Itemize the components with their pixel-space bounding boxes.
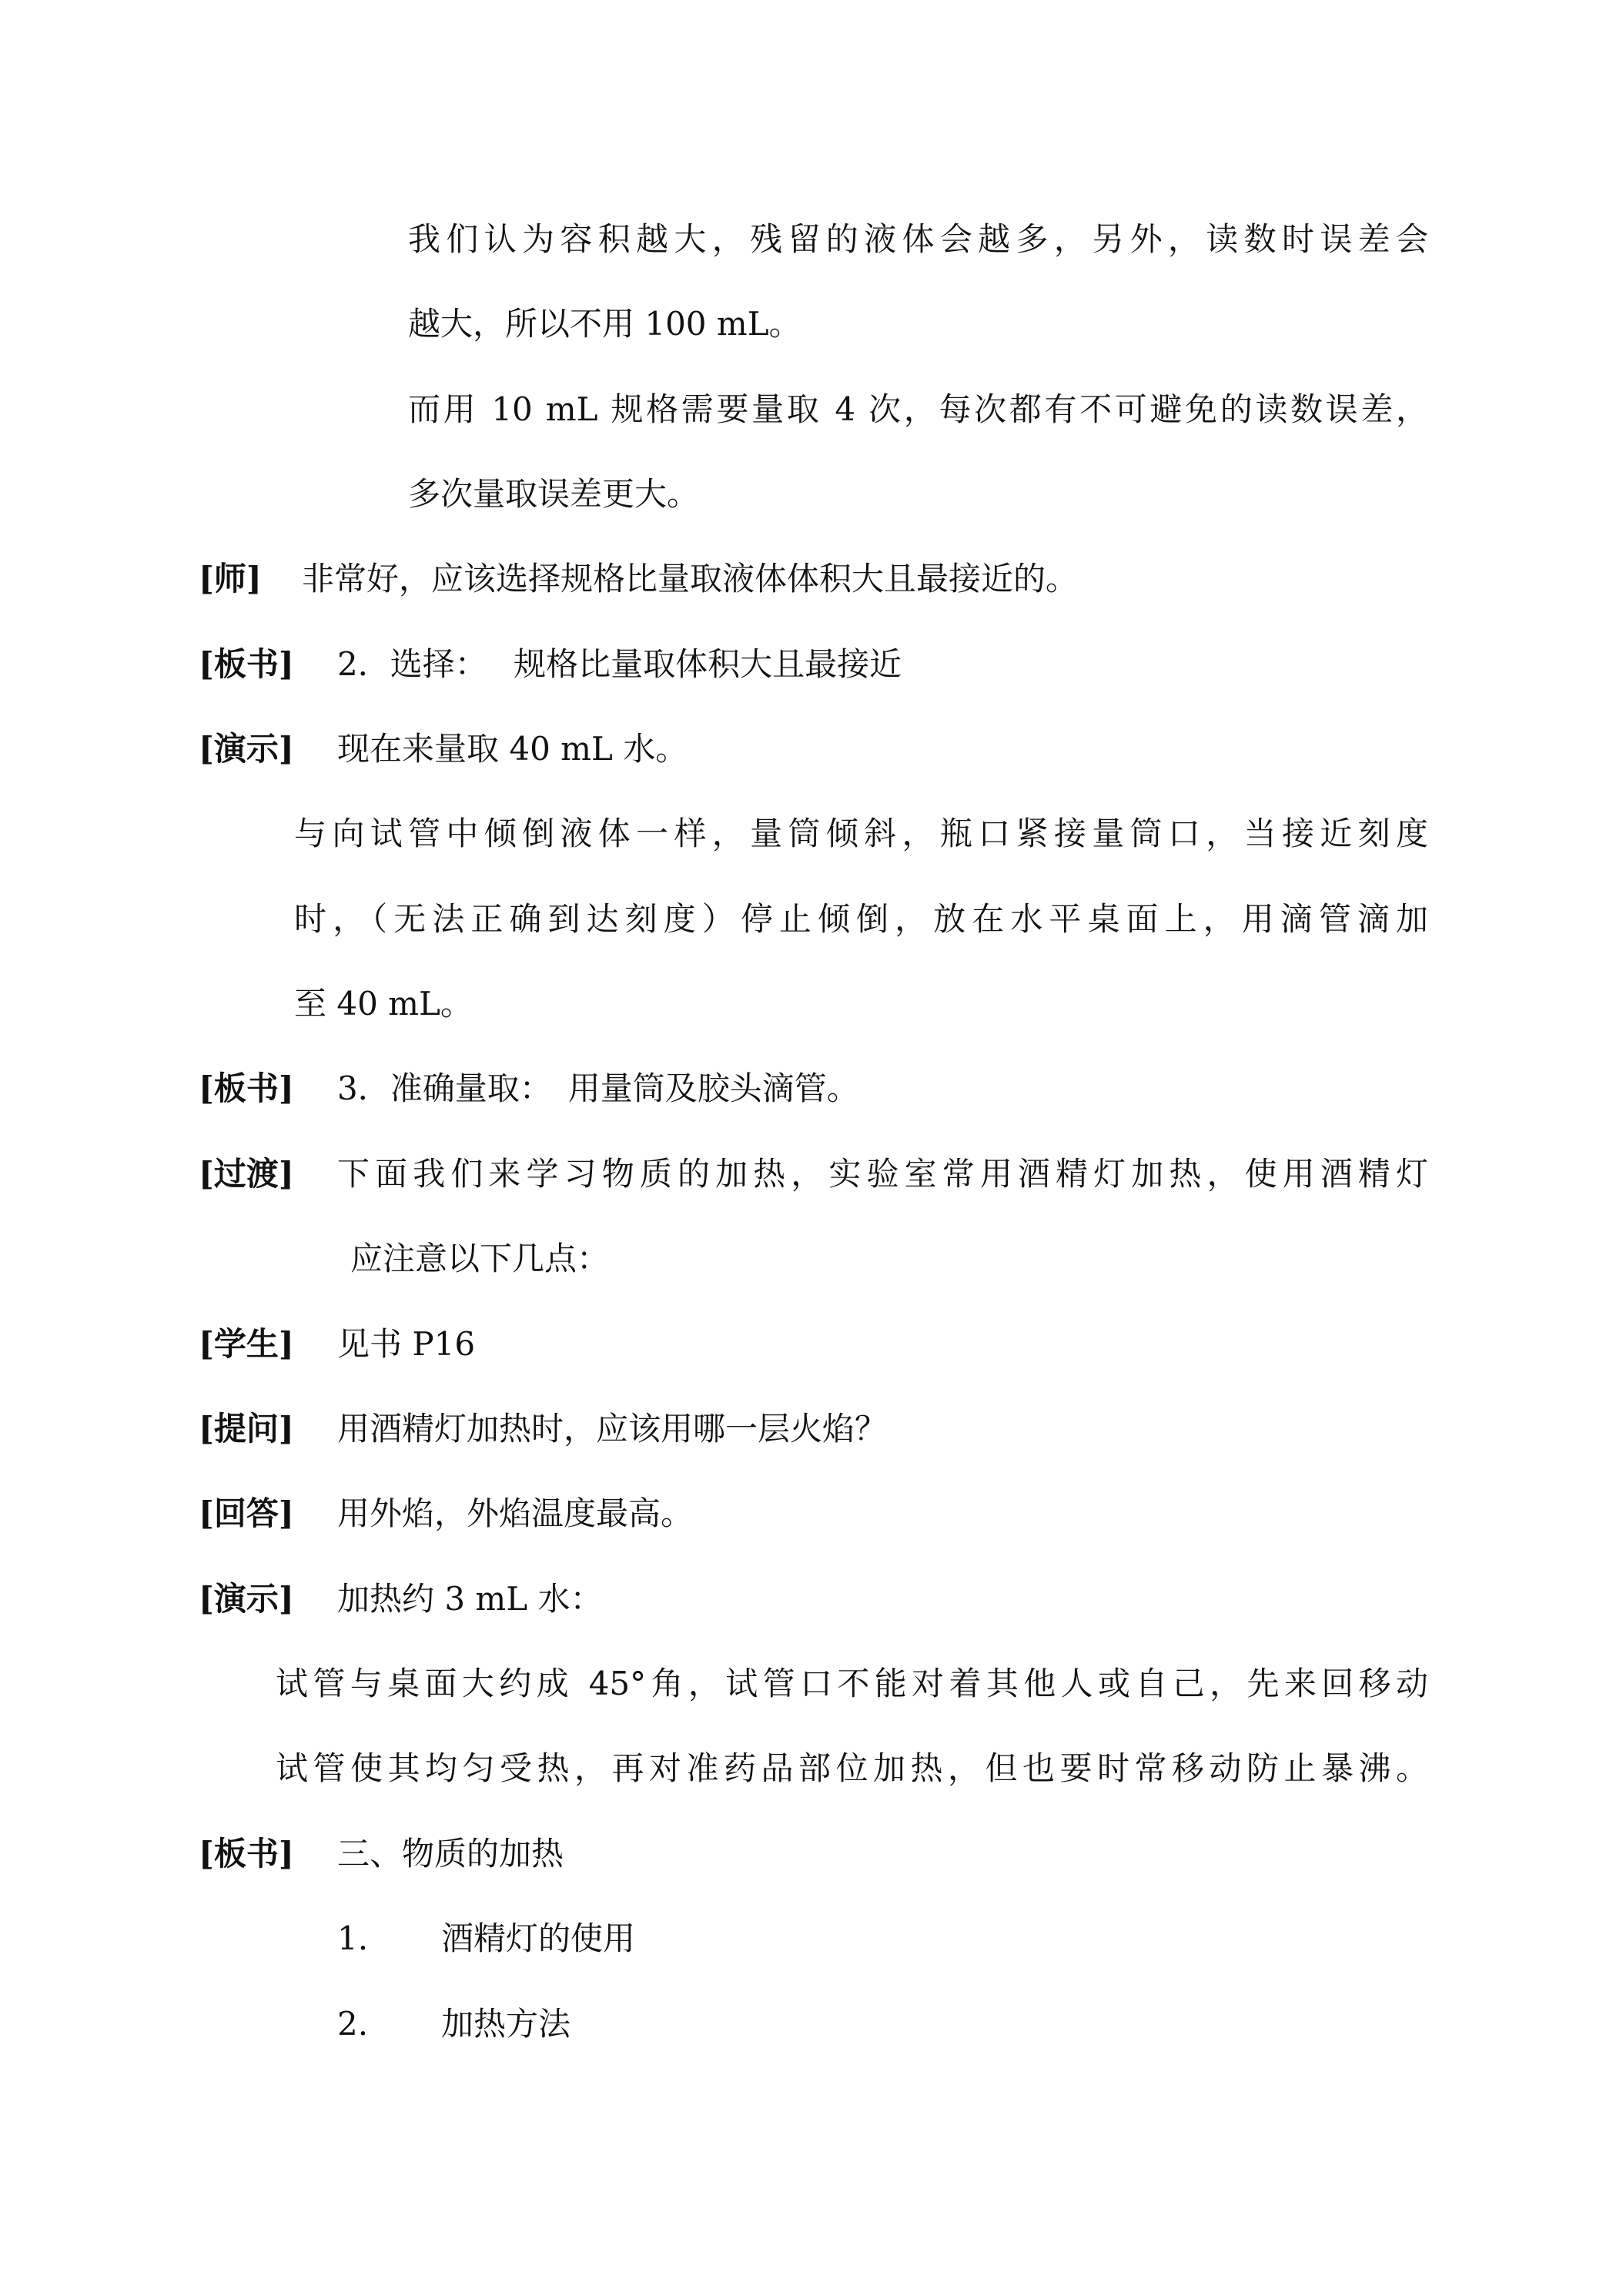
- question-row: [199, 1407, 887, 1451]
- board-text: 三、物质的加热: [337, 1835, 564, 1873]
- board-tag: [板书]: [199, 645, 294, 683]
- teacher-row: [199, 557, 1078, 601]
- demo-tag: [演示]: [199, 730, 294, 768]
- paragraph-line: 多次量取误差更大。: [408, 475, 700, 513]
- transition-row: [199, 1153, 1428, 1196]
- board-text: 2．选择： 规格比量取体积大且最接近: [337, 645, 902, 683]
- demo-tag: [演示]: [199, 1580, 294, 1618]
- list-item-text: 加热方法: [441, 2005, 571, 2043]
- paragraph-line: 我们认为容积越大，残留的液体会越多，另外，读数时误差会: [408, 220, 1428, 258]
- paragraph-line: 而用 10 mL 规格需要量取 4 次，每次都有不可避免的读数误差，: [408, 390, 1428, 428]
- list-item-text: 酒精灯的使用: [441, 1919, 636, 1957]
- paragraph-line: 时，（无法正确到达刻度）停止倾倒，放在水平桌面上，用滴管滴加: [294, 900, 1428, 938]
- board-tag: [板书]: [199, 1069, 294, 1107]
- question-text: 用酒精灯加热时，应该用哪一层火焰？: [337, 1410, 888, 1448]
- transition-tag: [过渡]: [199, 1155, 294, 1193]
- paragraph-line: 至 40 mL。: [294, 985, 473, 1022]
- paragraph-line: 与向试管中倾倒液体一样，量筒倾斜，瓶口紧接量筒口，当接近刻度: [294, 815, 1428, 852]
- list-item-number: 2.: [337, 2005, 369, 2043]
- answer-row: [199, 1492, 693, 1535]
- board-tag: [板书]: [199, 1835, 294, 1873]
- board-row: [199, 643, 902, 686]
- answer-text: 用外焰，外焰温度最高。: [337, 1494, 694, 1532]
- board-row: [199, 1067, 859, 1110]
- student-tag: [学生]: [199, 1325, 294, 1363]
- paragraph-line: 试管与桌面大约成 45°角，试管口不能对着其他人或自己，先来回移动: [276, 1665, 1428, 1702]
- demo-row: [199, 1578, 603, 1621]
- list-item: [337, 1917, 635, 1960]
- student-row: [199, 1323, 475, 1366]
- paragraph-line: 越大，所以不用 100 mL。: [408, 305, 801, 343]
- list-item: [337, 2003, 571, 2046]
- answer-tag: [回答]: [199, 1494, 294, 1532]
- teacher-text: 非常好，应该选择规格比量取液体体积大且最接近的。: [302, 560, 1079, 597]
- demo-row: [199, 728, 688, 771]
- paragraph-line: 应注意以下几点：: [350, 1240, 610, 1277]
- transition-text: 下面我们来学习物质的加热，实验室常用酒精灯加热，使用酒精灯: [337, 1155, 1428, 1193]
- question-tag: [提问]: [199, 1410, 294, 1448]
- demo-text: 加热约 3 mL 水：: [337, 1580, 603, 1618]
- demo-text: 现在来量取 40 mL 水。: [337, 730, 688, 768]
- list-item-number: 1.: [337, 1919, 369, 1957]
- student-text: 见书 P16: [337, 1325, 476, 1363]
- board-text: 3．准确量取： 用量筒及胶头滴管。: [337, 1069, 859, 1107]
- board-row: [199, 1832, 564, 1876]
- paragraph-line: 试管使其均匀受热，再对准药品部位加热，但也要时常移动防止暴沸。: [276, 1749, 1428, 1787]
- teacher-tag: [师]: [199, 560, 262, 597]
